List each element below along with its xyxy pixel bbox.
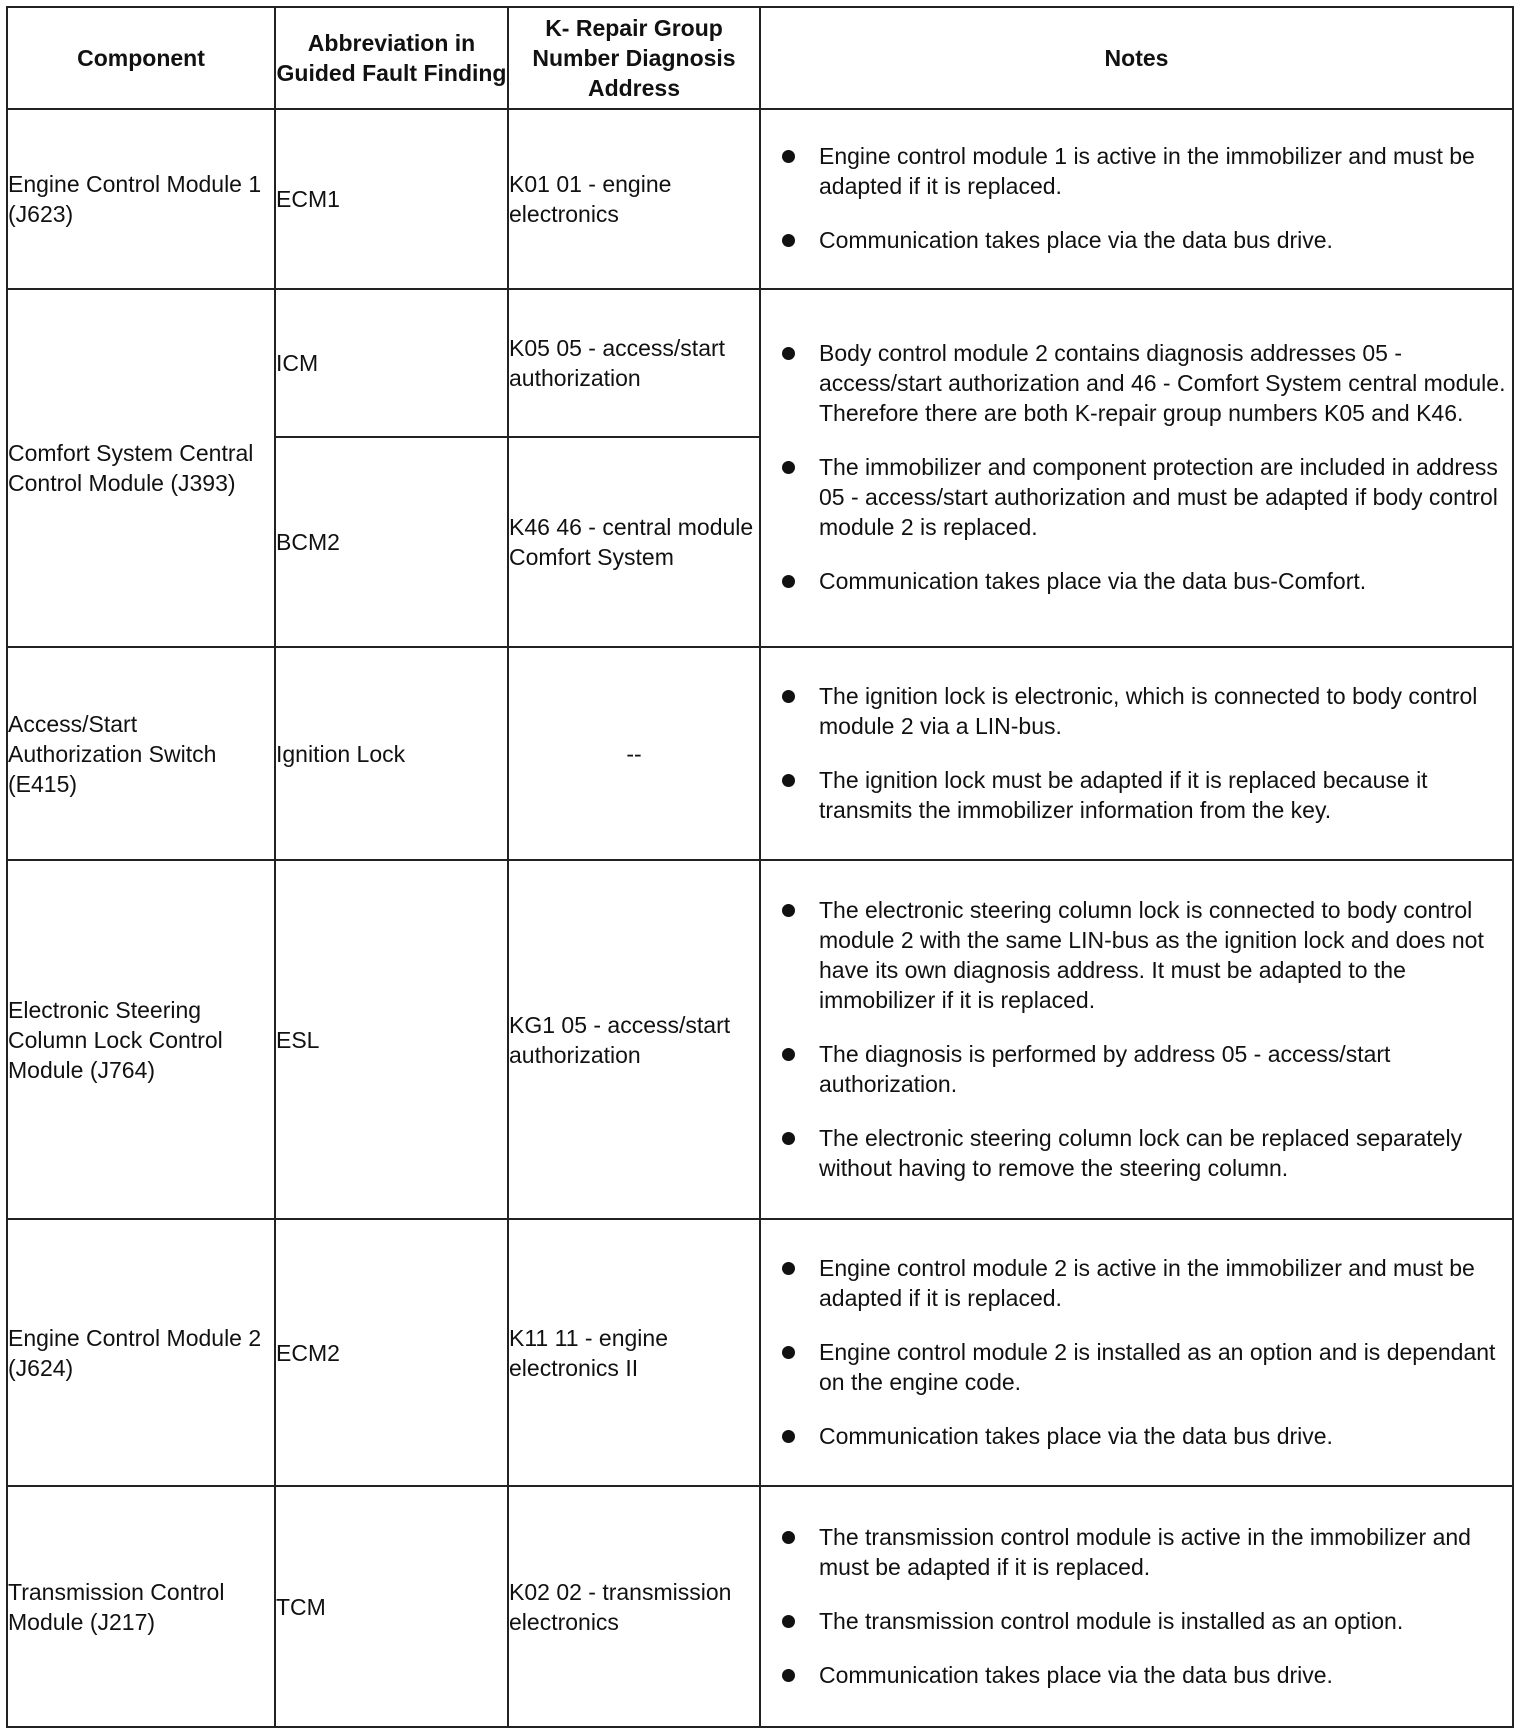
table-row (7, 109, 1513, 289)
header-abbreviation: Abbreviation in Guided Fault Finding (275, 7, 508, 109)
notes-list (761, 1522, 1512, 1690)
header-notes: Notes (760, 7, 1513, 109)
table-row (7, 647, 1513, 860)
notes-list (761, 895, 1512, 1183)
address-cell: K02 02 - transmission electronics (508, 1486, 760, 1727)
address-cell: K05 05 - access/start authorization (508, 289, 760, 437)
note-item: The transmission control module is installed as an option. (761, 1606, 1512, 1636)
abbreviation-cell: BCM2 (275, 437, 508, 647)
address-cell: K46 46 - central module Comfort System (508, 437, 760, 647)
component-table (6, 6, 1514, 1728)
abbreviation-cell: TCM (275, 1486, 508, 1727)
table-row (7, 1486, 1513, 1727)
notes-cell (760, 647, 1513, 860)
component-cell: Access/Start Authorization Switch (E415) (7, 647, 275, 860)
component-cell: Transmission Control Module (J217) (7, 1486, 275, 1727)
notes-list (761, 141, 1512, 255)
address-cell: K01 01 - engine electronics (508, 109, 760, 289)
abbreviation-cell: ICM (275, 289, 508, 437)
note-item: Communication takes place via the data bus-Comfort. (761, 566, 1512, 596)
table-row (7, 860, 1513, 1219)
notes-list (761, 681, 1512, 825)
header-component: Component (7, 7, 275, 109)
note-item: Engine control module 2 is active in the immobilizer and must be adapted if it is replaced. (761, 1253, 1512, 1313)
abbreviation-cell: ECM2 (275, 1219, 508, 1486)
component-cell: Engine Control Module 2 (J624) (7, 1219, 275, 1486)
note-item: Communication takes place via the data bus drive. (761, 1660, 1512, 1690)
note-item: The electronic steering column lock can be replaced separately without having to remove the steering column. (761, 1123, 1512, 1183)
note-item: Communication takes place via the data bus drive. (761, 1421, 1512, 1451)
note-item: Engine control module 2 is installed as an option and is dependant on the engine code. (761, 1337, 1512, 1397)
address-cell: KG1 05 - access/start authorization (508, 860, 760, 1219)
notes-cell (760, 289, 1513, 647)
header-row (7, 7, 1513, 109)
notes-list (761, 338, 1512, 596)
component-cell: Electronic Steering Column Lock Control Module (J764) (7, 860, 275, 1219)
table-row (7, 289, 1513, 437)
note-item: The diagnosis is performed by address 05 - access/start authorization. (761, 1039, 1512, 1099)
note-item: Engine control module 1 is active in the immobilizer and must be adapted if it is replaced. (761, 141, 1512, 201)
component-cell: Comfort System Central Control Module (J393) (7, 289, 275, 647)
abbreviation-cell: ECM1 (275, 109, 508, 289)
notes-cell (760, 109, 1513, 289)
address-cell: -- (508, 647, 760, 860)
notes-cell (760, 1486, 1513, 1727)
notes-cell (760, 1219, 1513, 1486)
abbreviation-cell: Ignition Lock (275, 647, 508, 860)
note-item: The electronic steering column lock is connected to body control module 2 with the same LIN-bus as the ignition lock and does not have its own diagnosis address. It must be adapted to the immobilizer if it is replaced. (761, 895, 1512, 1015)
note-item: The ignition lock must be adapted if it is replaced because it transmits the immobilizer information from the key. (761, 765, 1512, 825)
table-row (7, 1219, 1513, 1486)
notes-list (761, 1253, 1512, 1451)
note-item: The transmission control module is active in the immobilizer and must be adapted if it is replaced. (761, 1522, 1512, 1582)
notes-cell (760, 860, 1513, 1219)
note-item: Communication takes place via the data bus drive. (761, 225, 1512, 255)
component-cell: Engine Control Module 1 (J623) (7, 109, 275, 289)
address-cell: K11 11 - engine electronics II (508, 1219, 760, 1486)
note-item: Body control module 2 contains diagnosis addresses 05 - access/start authorization and 46 - Comfort System central module. Therefore there are both K-repair group numbers K05 and K46. (761, 338, 1512, 428)
note-item: The immobilizer and component protection are included in address 05 - access/start authorization and must be adapted if body control module 2 is replaced. (761, 452, 1512, 542)
note-item: The ignition lock is electronic, which is connected to body control module 2 via a LIN-bus. (761, 681, 1512, 741)
abbreviation-cell: ESL (275, 860, 508, 1219)
header-address: K- Repair Group Number Diagnosis Address (508, 7, 760, 109)
